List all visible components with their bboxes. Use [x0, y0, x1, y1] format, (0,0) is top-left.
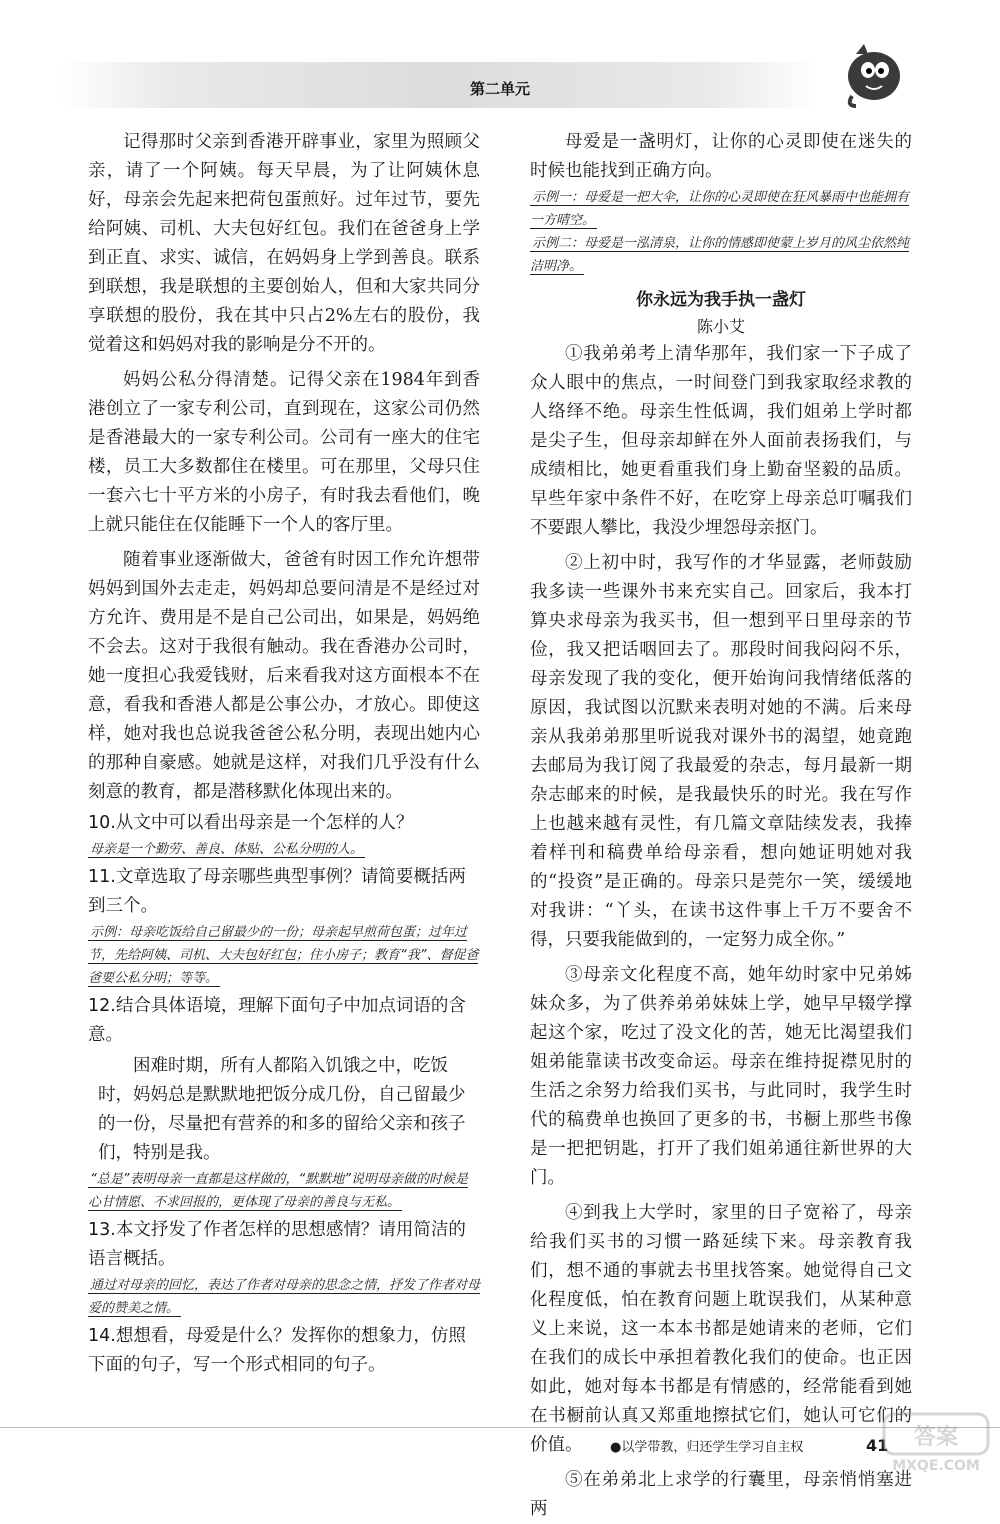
svg-text:MXQE.COM: MXQE.COM — [892, 1458, 980, 1474]
quoted-sentence: 困难时期，所有人都陷入饥饿之中，吃饭时，妈妈总是默默地把饭分成几份，自己留最少的一份，尽量把有营养的和多的留给父亲和孩子们，特别是我。 — [98, 1056, 466, 1163]
footer-slogan: ●以学带教，归还学生学习自主权 — [610, 1440, 804, 1455]
unit-title: 第二单元 — [469, 80, 530, 98]
page-number: 41 — [866, 1436, 889, 1455]
left-paragraph-1: 记得那时父亲到香港开辟事业，家里为照顾父亲，请了一个阿姨。每天早晨，为了让阿姨休息好，母亲会先起来把荷包蛋煎好。过年过节，要先给阿姨、司机、大夫包好红包。我们在爸爸身上学到正直、求实、诚信，在妈妈身上学到善良。联系到联想，我是联想的主要创始人，但和大家共同分享联想的股份，我在其中只占2%左右的股份，我觉着这和妈妈对我的影响是分不开的。 — [88, 132, 480, 355]
article-paragraph-2: ②上初中时，我写作的才华显露，老师鼓励我多读一些课外书来充实自己。回家后，我本打算央求母亲为我买书，但一想到平日里母亲的节俭，我又把话咽回去了。那段时间我闷闷不乐，母亲发现了我的变化，便开始询问我情绪低落的原因，我试图以沉默来表明对她的不满。后来母亲从我弟弟那里听说我对课外书的渴望，她竟跑去邮局为我订阅了我最爱的杂志，每月最新一期杂志邮来的时候，是我最快乐的时光。我在写作上也越来越有灵性，有几篇文章陆续发表，我捧着样刊和稿费单给母亲看，想向她证明她对我的“投资”是正确的。母亲只是莞尔一笑，缓缓地对我讲：“丫头，在读书这件事上千万不要舍不得，只要我能做到的，一定努力成全你。” — [530, 553, 912, 950]
svg-text:答案: 答案 — [913, 1425, 959, 1450]
question-14 — [88, 1322, 480, 1380]
article-paragraph-3: ③母亲文化程度不高，她年幼时家中兄弟姊妹众多，为了供养弟弟妹妹上学，她早早辍学撑起这个家，吃过了没文化的苦，她无比渴望我们姐弟能靠读书改变命运。母亲在维持捉襟见肘的生活之余努力给我们买书，与此同时，我学生时代的稿费单也换回了更多的书，书橱上那些书像是一把把钥匙，打开了我们姐弟通往新世界的大门。 — [530, 965, 912, 1188]
article-paragraph-1: ①我弟弟考上清华那年，我们家一下子成了众人眼中的焦点，一时间登门到我家取经求教的人络绎不绝。母亲生性低调，我们姐弟上学时都是尖子生，但母亲却鲜在外人面前表扬我们，与成绩相比，她更看重我们身上勤奋坚毅的品质。早些年家中条件不好，在吃穿上母亲总叮嘱我们不要跟人攀比，我没少埋怨母亲抠门。 — [530, 344, 912, 538]
example-answer-1 — [530, 186, 912, 232]
left-paragraph-2: 妈妈公私分得清楚。记得父亲在1984年到香港创立了一家专利公司，直到现在，这家公司仍然是香港最大的一家专利公司。公司有一座大的住宅楼，员工大多数都住在楼里。可在那里，父母只住一套六七十平方米的小房子，有时我去看他们，晚上就只能住在仅能睡下一个人的客厅里。 — [88, 370, 480, 535]
question-number: 14. — [88, 1326, 116, 1346]
question-10 — [88, 809, 480, 838]
answer-text: 母亲是一个勤劳、善良、体贴、公私分明的人。 — [90, 842, 364, 857]
watermark-logo-icon — [880, 1408, 992, 1474]
article-paragraph-4: ④到我上大学时，家里的日子宽裕了，母亲给我们买书的习惯一路延续下来。母亲教育我们，想不通的事就去书里找答案。她觉得自己文化程度低，怕在教育问题上耽误我们，从某种意义上来说，这一本本书都是她请来的老师，它们在我们的成长中承担着教化我们的使命。也正因如此，她对每本书都是有情感的，经常能看到她在书橱前认真又郑重地擦拭它们，她认可它们的价值。 — [530, 1203, 912, 1455]
answer-text: 示例二：母爱是一泓清泉，让你的情感即使蒙上岁月的风尘依然纯洁明净。 — [530, 236, 910, 274]
mascot-icon — [838, 40, 908, 112]
answer-13 — [88, 1274, 480, 1320]
question-number: 10. — [88, 813, 116, 833]
answer-text: 示例一：母爱是一把大伞，让你的心灵即使在狂风暴雨中也能拥有一方晴空。 — [530, 190, 910, 228]
question-text: 文章选取了母亲哪些典型事例？请简要概括两到三个。 — [88, 867, 466, 916]
answer-text: 示例：母亲吃饭给自己留最少的一份；母亲起早煎荷包蛋；过年过节，先给阿姨、司机、大夫包好红包；住小房子；教育“我”、督促爸爸要公私分明；等等。 — [88, 925, 479, 986]
question-text: 本文抒发了作者怎样的思想感情？请用简洁的语言概括。 — [88, 1220, 466, 1269]
model-sentence: 母爱是一盏明灯，让你的心灵即使在迷失的时候也能找到正确方向。 — [530, 132, 912, 181]
question-text: 结合具体语境，理解下面句子中加点词语的含意。 — [88, 996, 466, 1045]
article-paragraph-5: ⑤在弟弟北上求学的行囊里，母亲悄悄塞进两 — [530, 1470, 912, 1519]
question-text: 想想看，母爱是什么？发挥你的想象力，仿照下面的句子，写一个形式相同的句子。 — [88, 1326, 466, 1375]
question-number: 11. — [88, 867, 116, 887]
question-text: 从文中可以看出母亲是一个怎样的人？ — [115, 813, 414, 833]
answer-text: 通过对母亲的回忆，表达了作者对母亲的思念之情，抒发了作者对母爱的赞美之情。 — [88, 1278, 481, 1316]
question-number: 13. — [88, 1220, 116, 1240]
left-paragraph-3: 随着事业逐渐做大，爸爸有时因工作允许想带妈妈到国外去走走，妈妈却总要问清是不是经过对方允许、费用是不是自己公司出，如果是，妈妈绝不会去。这对于我很有触动。我在香港办公司时，她一度担心我爱钱财，后来看我对这方面根本不在意，看我和香港人都是公事公办，才放心。即使这样，她对我也总说我爸爸公私分明，表现出她内心的那种自豪感。她就是这样，对我们几乎没有什么刻意的教育，都是潜移默化体现出来的。 — [88, 550, 480, 802]
left-column — [88, 128, 480, 1380]
answer-text: “总是”表明母亲一直都是这样做的，“默默地”说明母亲做的时候是心甘情愿、不求回报的，更体现了母亲的善良与无私。 — [88, 1172, 468, 1210]
answer-11 — [88, 921, 480, 990]
answer-12 — [88, 1168, 480, 1214]
footer-divider — [0, 1427, 1000, 1428]
article-title: 你永远为我手执一盏灯 — [636, 290, 806, 310]
question-13 — [88, 1216, 480, 1274]
example-answer-2 — [530, 232, 912, 278]
question-11 — [88, 863, 480, 921]
question-12 — [88, 992, 480, 1050]
answer-10 — [88, 838, 480, 861]
question-number: 12. — [88, 996, 116, 1016]
right-column — [530, 128, 912, 1524]
article-author: 陈小艾 — [696, 317, 745, 336]
